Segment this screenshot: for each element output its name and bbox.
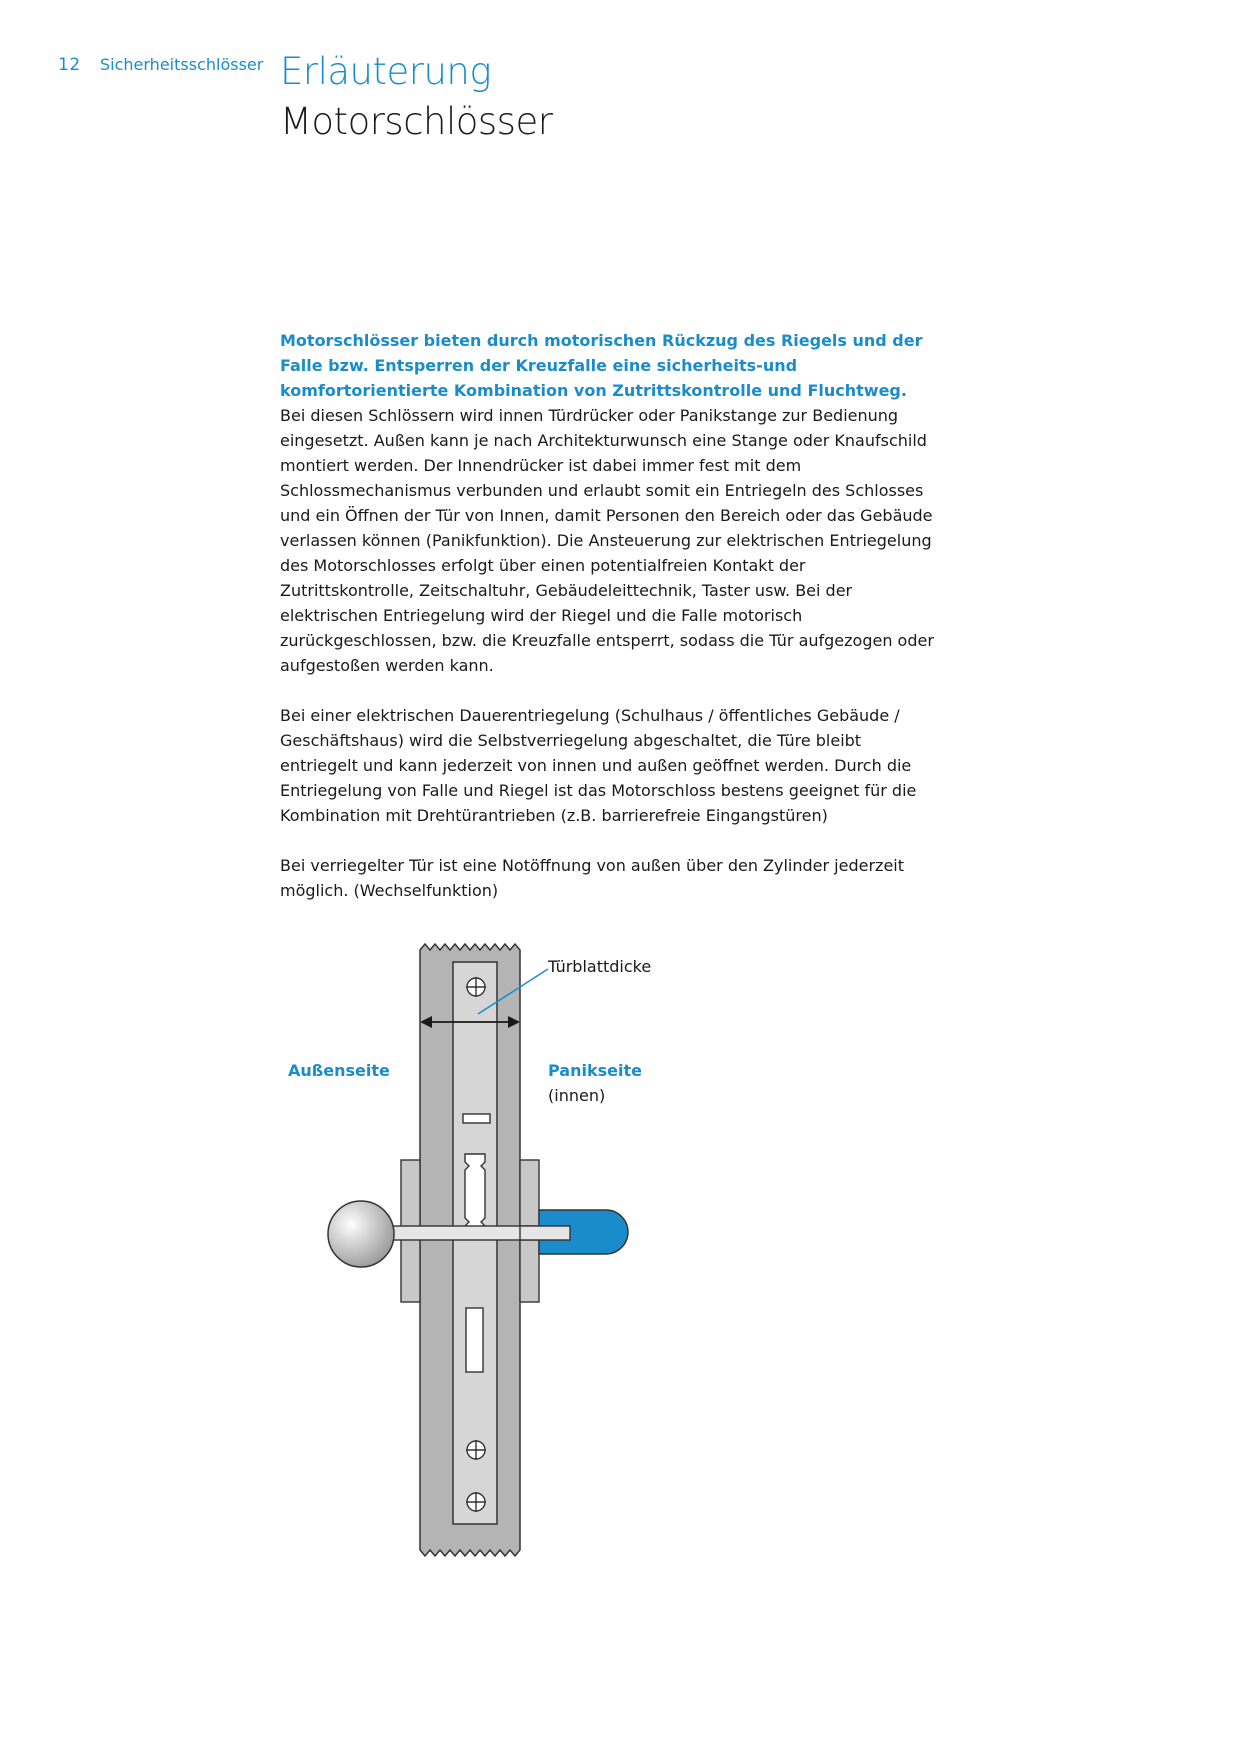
label-outside: Außenseite [288, 1061, 390, 1080]
panic-lever [539, 1210, 628, 1254]
section-name: Sicherheitsschlösser [100, 55, 264, 74]
paragraph-1: Bei diesen Schlössern wird innen Türdrücker oder Panikstange zur Bedienung eingesetzt. Außen kann je nach Architekturwunsch eine Stange oder Knaufschild montiert werden. Der Innendrücker ist dabei immer fest mit dem Schlossmechanismus verbunden und erlaubt somit ein Entriegeln des Schlosses und ein Öffnen der Tür von Innen, damit Personen den Bereich oder das Gebäude verlassen können (Panikfunktion). Die Ansteuerung zur elektrischen Entriegelung des Motorschlosses erfolgt über einen potentialfreien Kontakt der Zutrittskontrolle, Zeitschaltuhr, Gebäudeleittechnik, Taster usw. Bei der elektrischen Entriegelung wird der Riegel und die Falle motorisch zurückgeschlossen, bzw. die Kreuzfalle entsperrt, sodass die Tür aufgezogen oder aufgestoßen werden kann. [280, 406, 934, 675]
body-text [280, 328, 940, 903]
page-subtitle: Motorschlösser [280, 100, 553, 143]
bolt [465, 1154, 485, 1234]
cylinder-slot [466, 1308, 483, 1372]
screw-icon [466, 977, 486, 997]
inside-escutcheon [520, 1160, 539, 1302]
paragraph-3: Bei verriegelter Tür ist eine Notöffnung von außen über den Zylinder jederzeit möglich. (Wechselfunktion) [280, 856, 905, 900]
lead-paragraph: Motorschlösser bieten durch motorischen Rückzug des Riegels und der Falle bzw. Entsperren der Kreuzfalle eine sicherheits-und komfortorientierte Kombination von Zutrittskontrolle und Fluchtweg. [280, 331, 923, 400]
spindle-inner [520, 1226, 570, 1240]
latch-slot [463, 1114, 490, 1123]
screw-icon [466, 1440, 486, 1460]
leader-line [478, 969, 548, 1014]
faceplate [453, 962, 497, 1524]
page-number: 12 [58, 55, 81, 75]
screw-icon [466, 1492, 486, 1512]
spindle [390, 1226, 570, 1240]
label-inside: (innen) [548, 1086, 606, 1105]
page-title: Erläuterung [280, 50, 492, 93]
door-leaf [420, 944, 520, 1556]
outside-escutcheon [401, 1160, 420, 1302]
label-thickness: Türblattdicke [548, 957, 652, 976]
outside-knob [328, 1201, 394, 1267]
thickness-dimension [420, 1016, 520, 1028]
paragraph-2: Bei einer elektrischen Dauerentriegelung (Schulhaus / öffentliches Gebäude / Geschäftshaus) wird die Selbstverriegelung abgeschaltet, die Türe bleibt entriegelt und kann jederzeit von innen und außen geöffnet werden. Durch die Entriegelung von Falle und Riegel ist das Motorschloss bestens geeignet für die Kombination mit Drehtürantrieben (z.B. barrierefreie Eingangstüren) [280, 706, 917, 825]
label-panic: Panikseite [548, 1061, 642, 1080]
